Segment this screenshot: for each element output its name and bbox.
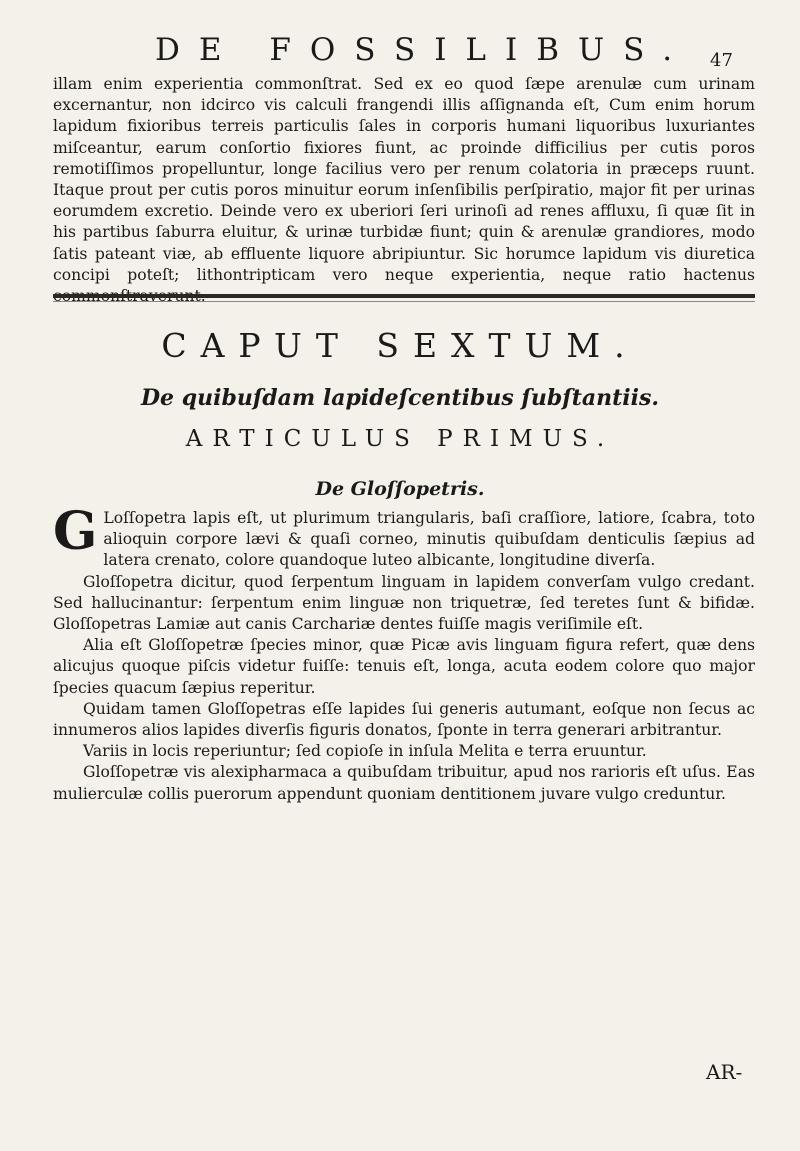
running-head	[0, 14, 800, 71]
body-paragraph: Quidam tamen Gloſſopetras eſſe lapides ſui generis autumant, eoſque non ſecus ac innumeros alios lapides diverſis figuris donatos, ſponte in terra generari arbitrantur.	[53, 699, 755, 740]
section-rule-thin	[53, 301, 755, 302]
body-paragraph-text: Loſſopetra lapis eſt, ut plurimum triangularis, baſi craſſiore, latiore, ſcabra, toto alioquin corpore lævi & quaſi corneo, minutis quibuſdam denticulis ſæpius ad latera crenato, colore quandoque luteo albicante, longitudine diverſa.	[103, 509, 755, 570]
body-paragraph: Gloſſopetræ vis alexipharmaca a quibuſdam tribuitur, apud nos rarioris eſt uſus. Eas mulierculæ collis puerorum appendunt quoniam dentitionem juvare vulgo creduntur.	[53, 763, 755, 803]
body-paragraph	[53, 501, 755, 572]
body-paragraph: Gloſſopetra dicitur, quod ſerpentum linguam in lapidem converſam vulgo credant. Sed hallucinantur: ſerpentum enim linguæ non triquetræ, ſed teretes ſunt & bifidæ. Gloſſopetras Lamiæ aut canis Carchariæ dentes fuiſſe magis veriſimile eſt.	[53, 572, 755, 634]
intro-paragraph: illam enim experientia commonſtrat. Sed ex eo quod ſæpe arenulæ cum urinam excernantur, non idcirco vis calculi frangendi illis aſſignanda eſt, Cum enim horum lapidum fixioribus terreis particulis ſales in corporis humani liquoribus luxuriantes miſceantur, earum conſortio fixiores fiunt, ac proinde difficilius per cutis poros remotiſſimos propelluntur, longe facilius vero per renum colatoria in præceps ruunt. Itaque prout per cutis poros minuitur eorum inſenſibilis perſpiratio, major fit per urinas eorumdem excretio. Deinde vero ex uberiori ſeri urinoſi ad renes affluxu, ſi quæ ſit in his partibus ſaburra eluitur, & urinæ turbidæ fiunt; quin & arenulæ grandiores, modo ſatis pateant viæ, ab effluente liquore abripiuntur. Sic horumce lapidum vis diuretica concipi poteſt; lithontripticam vero neque experientia, neque ratio hactenus commonſtraverunt.	[53, 75, 755, 306]
running-title: DE FOSSILIBUS.	[155, 32, 692, 68]
article-heading: ARTICULUS PRIMUS.	[185, 426, 615, 452]
body-paragraph: Variis in locis reperiuntur; ſed copioſe in inſula Melita e terra eruuntur.	[83, 742, 647, 761]
chapter-heading: CAPUT SEXTUM.	[161, 326, 639, 365]
section-subtitle: De quibuſdam lapideſcentibus ſubſtantiis.	[140, 385, 660, 411]
section-rule	[53, 294, 755, 298]
catchword: AR-	[706, 1060, 743, 1084]
drop-cap: G	[53, 501, 98, 562]
topic-heading: De Gloſſopetris.	[315, 478, 485, 500]
article-body	[53, 501, 755, 805]
body-paragraph: Alia eſt Gloſſopetræ ſpecies minor, quæ Picæ avis linguam figura refert, quæ dens alicujus quoque piſcis videtur fuiſſe: tenuis eſt, longa, acuta eodem colore quo major ſpecies quacum ſæpius reperitur.	[53, 636, 755, 697]
page-number: 47	[710, 50, 733, 71]
